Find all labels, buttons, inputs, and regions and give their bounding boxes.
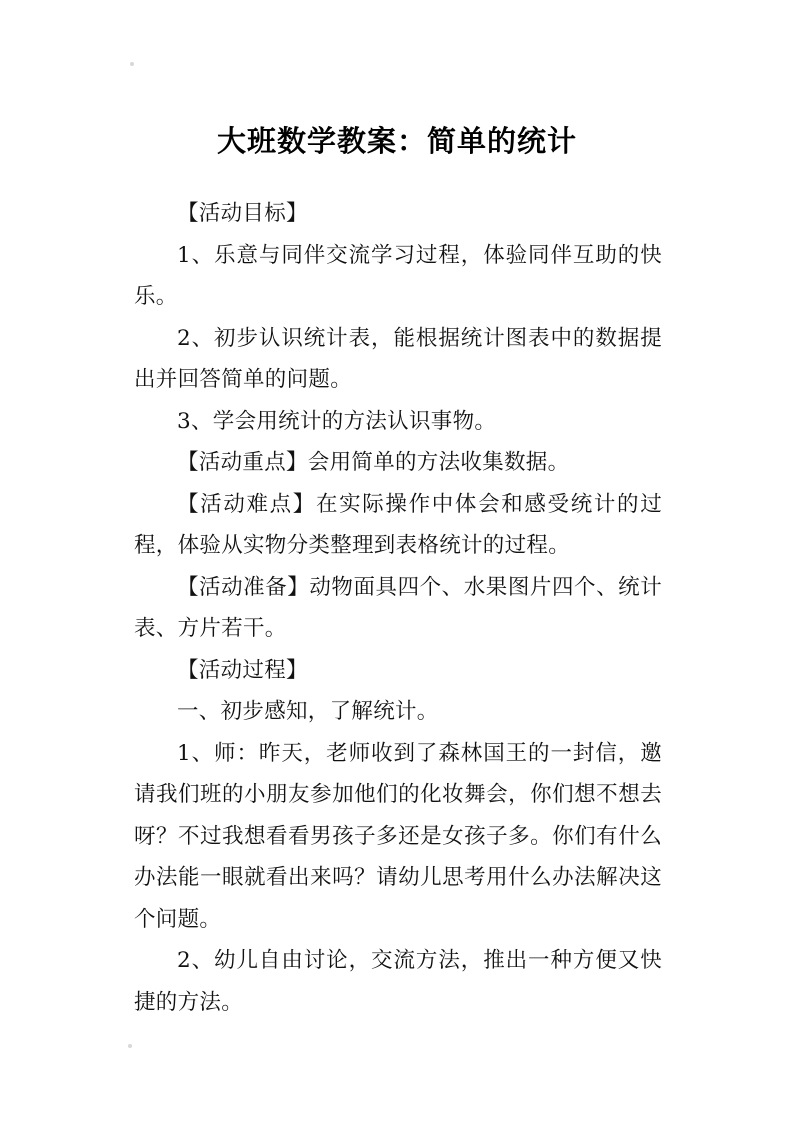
paragraph-preparation: 【活动准备】动物面具四个、水果图片四个、统计表、方片若干。	[134, 574, 662, 641]
paragraph-objective-3: 3、学会用统计的方法认识事物。	[177, 408, 497, 434]
paragraph-objective-1: 1、乐意与同伴交流学习过程，体验同伴互助的快乐。	[134, 242, 662, 309]
paragraph-objective-2: 2、初步认识统计表，能根据统计图表中的数据提出并回答简单的问题。	[134, 325, 662, 392]
paragraph-step-1-1: 1、师：昨天，老师收到了森林国王的一封信，邀请我们班的小朋友参加他们的化妆舞会，你们想不想去呀？不过我想看看男孩子多还是女孩子多。你们有什么办法能一眼就看出来吗？请幼儿思考用什么办法解决这个问题。	[134, 740, 662, 932]
page-title: 大班数学教案：简单的统计	[216, 124, 577, 159]
paragraph-step-1-heading: 一、初步感知，了解统计。	[177, 699, 439, 724]
document-body	[134, 193, 662, 1023]
corner-mark-top	[130, 62, 134, 66]
corner-mark-bottom	[128, 1044, 132, 1048]
section-heading-objectives: 【活动目标】	[177, 201, 308, 226]
paragraph-difficulty: 【活动难点】在实际操作中体会和感受统计的过程，体验从实物分类整理到表格统计的过程。	[134, 491, 662, 558]
paragraph-step-1-2: 2、幼儿自由讨论，交流方法，推出一种方便又快捷的方法。	[134, 948, 662, 1015]
section-heading-process: 【活动过程】	[177, 657, 308, 683]
paragraph-key-point: 【活动重点】会用简单的方法收集数据。	[177, 450, 570, 475]
